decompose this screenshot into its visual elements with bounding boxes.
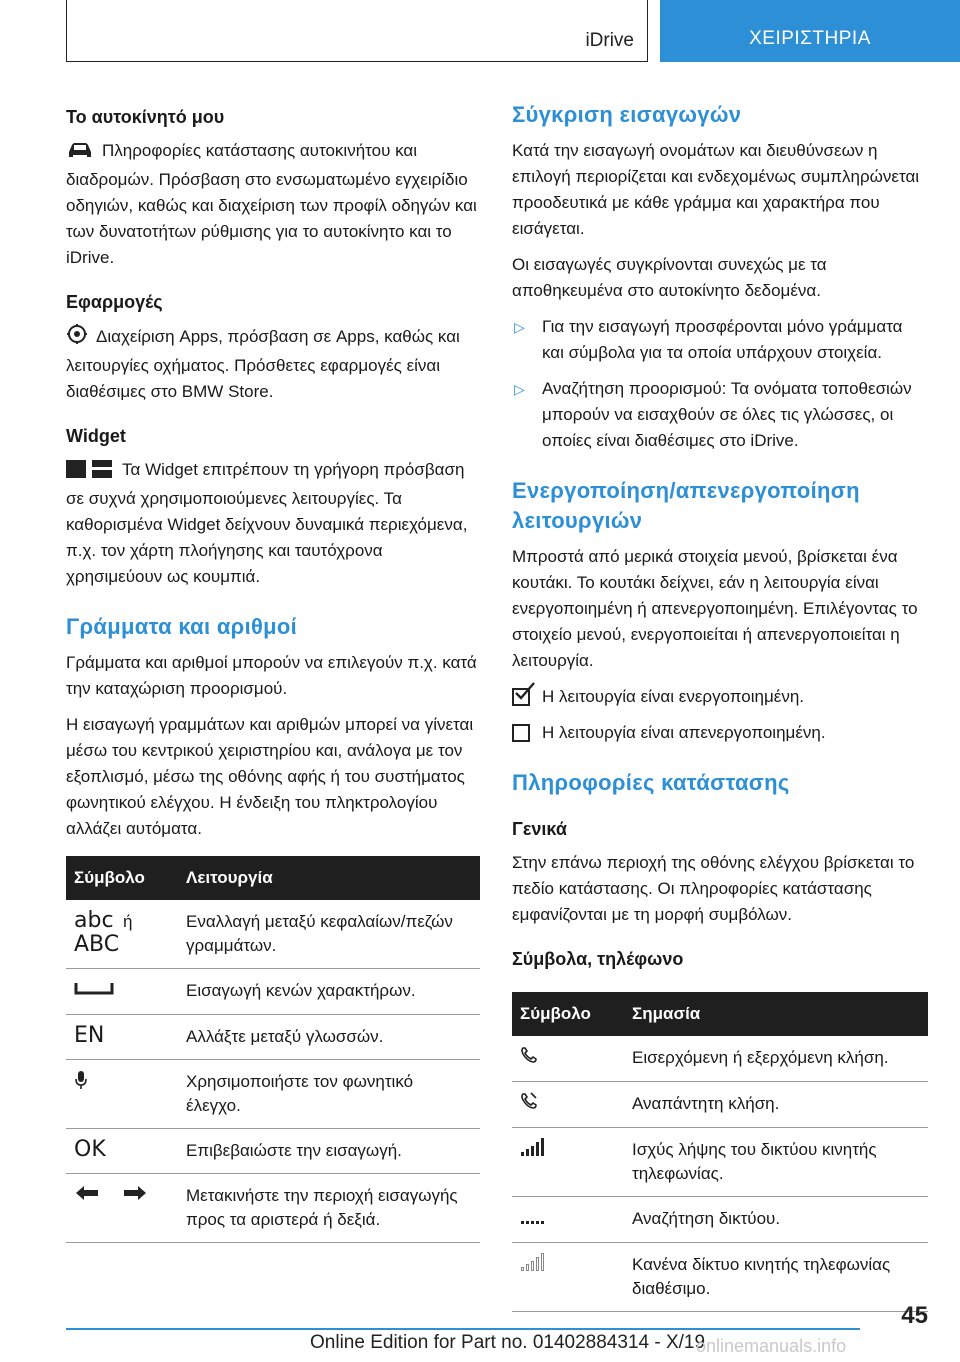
edition-line: Online Edition for Part no. 01402884314 - X/19 xyxy=(310,1332,706,1353)
section-title-apps: Εφαρμογές xyxy=(66,292,163,312)
table-header-symbol: Σύμβολο xyxy=(512,992,624,1036)
section-title-letters-numbers: Γράμματα και αριθμοί xyxy=(66,614,298,639)
widget-icon xyxy=(66,460,114,486)
paragraph-general: Στην επάνω περιοχή της οθόνης ελέγχου βρίσκεται το πεδίο κατάστασης. Οι πληροφορίες κατάστασης εμφανίζονται με τη μορφή συμβόλων. xyxy=(512,853,915,924)
section-title-activate-functions: Ενεργοποίηση/απενεργοποίηση λειτουργιών xyxy=(512,478,860,533)
triangle-bullet-icon: ▷ xyxy=(514,319,525,335)
space-bar-icon xyxy=(74,979,114,997)
section-title-general: Γενικά xyxy=(512,819,567,839)
section-title-my-vehicle: Το αυτοκίνητό μου xyxy=(66,107,225,127)
page-number: 45 xyxy=(901,1302,928,1329)
network-search-icon xyxy=(520,1207,544,1225)
input-symbols-table xyxy=(66,856,480,1243)
table-header-function: Λειτουργία xyxy=(178,856,480,900)
right-column xyxy=(512,100,928,1312)
phone-symbols-table xyxy=(512,992,928,1312)
checkbox-checked-icon xyxy=(512,688,530,706)
no-network-icon xyxy=(520,1253,546,1271)
apps-icon xyxy=(66,323,88,353)
header-chapter-tab xyxy=(660,0,960,62)
list-item: ▷ Αναζήτηση προορισμού: Τα ονόματα τοποθεσιών μπορούν να εισαχθούν σε όλες τις γλώσσες, οι οποίες είναι διαθέσιμες στο iDrive. xyxy=(512,376,928,454)
table-header-meaning: Σημασία xyxy=(624,992,928,1036)
table-row: abc ή ABC Εναλλαγή μεταξύ κεφαλαίων/πεζών γραμμάτων. xyxy=(66,900,480,969)
paragraph-widget: Τα Widget επιτρέπουν τη γρήγορη πρόσβαση σε συχνά χρησιμοποιούμενες λειτουργίες. Τα καθορισμένα Widget δείχνουν δυναμικά περιεχόμενα, π.χ. τον χάρτη πλοήγησης και ταυτόχρονα χρησιμεύουν ως κουμπιά. xyxy=(66,460,468,586)
comparison-bullet-list xyxy=(512,314,928,454)
missed-call-icon xyxy=(520,1092,538,1110)
checkbox-empty-icon xyxy=(512,724,530,742)
watermark: onlinemanuals.info xyxy=(696,1336,847,1356)
section-title-status-info: Πληροφορίες κατάστασης xyxy=(512,770,790,795)
checkbox-on-line: Η λειτουργία είναι ενεργοποιημένη. xyxy=(512,684,928,710)
ok-icon: OK xyxy=(74,1137,106,1162)
footer-divider xyxy=(66,1328,860,1330)
paragraph-letters-1: Γράμματα και αριθμοί μπορούν να επιλεγούν π.χ. κατά την καταχώριση προορισμού. xyxy=(66,653,477,698)
triangle-bullet-icon: ▷ xyxy=(514,381,525,397)
list-item: ▷ Για την εισαγωγή προσφέρονται μόνο γράμματα και σύμβολα για τα οποία υπάρχουν στοιχεία. xyxy=(512,314,928,366)
paragraph-activate: Μπροστά από μερικά στοιχεία μενού, βρίσκεται ένα κουτάκι. Το κουτάκι δείχνει, εάν η λειτουργία είναι ενεργοποιημένη ή απενεργοποιημένη. Επιλέγοντας το στοιχείο μενού, ενεργοποιείται ή απενεργοποιείται η λειτουργία. xyxy=(512,547,918,670)
paragraph-comparison-2: Οι εισαγωγές συγκρίνονται συνεχώς με τα αποθηκευμένα στο αυτοκίνητο δεδομένα. xyxy=(512,255,827,300)
table-row: Χρησιμοποιήστε τον φωνητικό έλεγχο. xyxy=(66,1060,480,1129)
table-row: OK Επιβεβαιώστε την εισαγωγή. xyxy=(66,1129,480,1174)
arrows-left-right-icon xyxy=(74,1184,148,1202)
table-row: Εισαγωγή κενών χαρακτήρων. xyxy=(66,969,480,1015)
paragraph-apps: Διαχείριση Apps, πρόσβαση σε Apps, καθώς και λειτουργίες οχήματος. Πρόσθετες εφαρμογές είναι διαθέσιμες στο BMW Store. xyxy=(66,323,480,405)
table-row: EN Αλλάξτε μεταξύ γλωσσών. xyxy=(66,1015,480,1060)
table-header-symbol: Σύμβολο xyxy=(66,856,178,900)
table-row: Εισερχόμενη ή εξερχόμενη κλήση. xyxy=(512,1036,928,1082)
paragraph-my-vehicle: Πληροφορίες κατάστασης αυτοκινήτου και διαδρομών. Πρόσβαση στο ενσωματωμένο εγχειρίδιο οδηγιών, καθώς και διαχείριση των προφίλ οδηγών και των δυνατοτήτων ρύθμισης για το αυτοκίνητο και το iDrive. xyxy=(66,141,477,267)
table-row: Μετακινήστε την περιοχή εισαγωγής προς τα αριστερά ή δεξιά. xyxy=(66,1174,480,1243)
table-row: Κανένα δίκτυο κινητής τηλεφωνίας διαθέσιμο. xyxy=(512,1243,928,1312)
table-row: Ισχύς λήψης του δικτύου κινητής τηλεφωνίας. xyxy=(512,1128,928,1197)
header-frame xyxy=(66,0,648,62)
left-column xyxy=(66,100,480,1243)
car-icon xyxy=(66,141,94,167)
checkbox-off-line: Η λειτουργία είναι απενεργοποιημένη. xyxy=(512,720,928,746)
table-row: Αναπάντητη κλήση. xyxy=(512,1082,928,1128)
phone-call-icon xyxy=(520,1046,538,1064)
paragraph-letters-2: Η εισαγωγή γραμμάτων και αριθμών μπορεί να γίνεται μέσω του κεντρικού χειριστηρίου και, ανάλογα με τον εξοπλισμό, μέσω της οθόνης αφής ή του συστήματος φωνητικού ελέγχου. Η ένδειξη του πληκτρολογίου αλλάζει αυτόματα. xyxy=(66,715,474,838)
section-title-widget: Widget xyxy=(66,426,126,446)
paragraph-comparison-1: Κατά την εισαγωγή ονομάτων και διευθύνσεων η επιλογή περιορίζεται και ενδεχομένως συμπληρώνεται προοδευτικά με κάθε γράμμα και χαρακτήρα που εισάγεται. xyxy=(512,141,920,238)
table-row: Αναζήτηση δικτύου. xyxy=(512,1197,928,1243)
header-section-label: iDrive xyxy=(585,30,634,51)
language-icon: EN xyxy=(74,1023,105,1048)
header-chapter-label: ΧΕΙΡΙΣΤΗΡΙΑ xyxy=(749,28,871,49)
microphone-icon xyxy=(74,1070,88,1090)
abc-upper-lower-icon: abc ή ABC xyxy=(66,900,178,969)
section-title-input-comparison: Σύγκριση εισαγωγών xyxy=(512,102,742,127)
section-title-phone-symbols: Σύμβολα, τηλέφωνο xyxy=(512,949,684,969)
signal-strength-icon xyxy=(520,1138,546,1156)
